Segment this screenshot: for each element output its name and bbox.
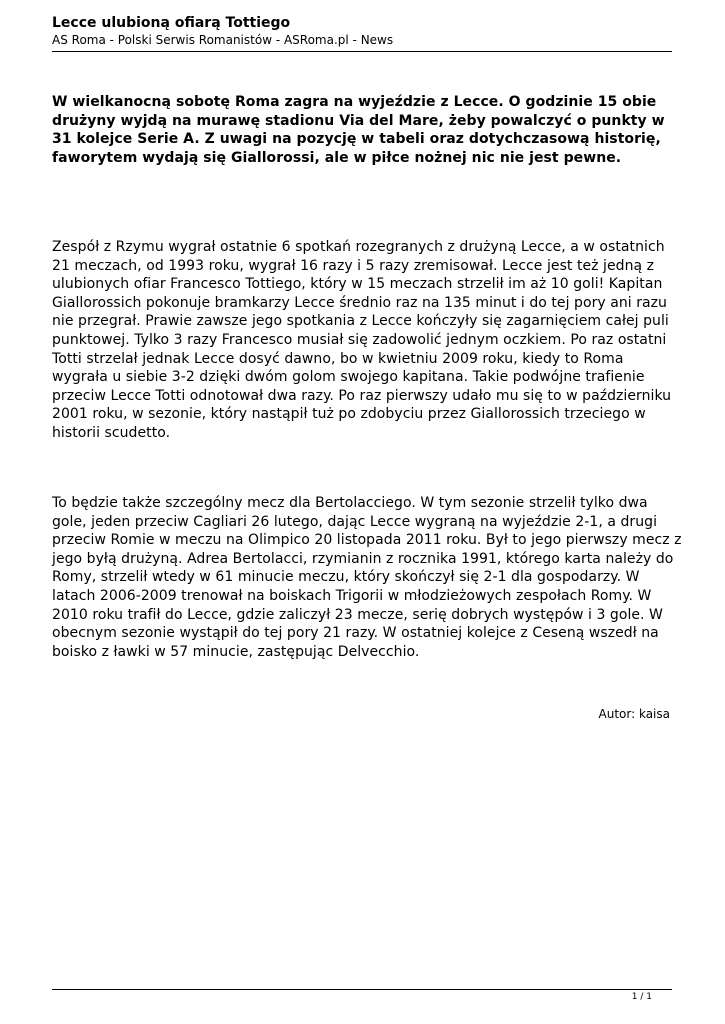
footer-divider xyxy=(52,989,672,990)
article-lead: W wielkanocną sobotę Roma zagra na wyjeździe z Lecce. O godzinie 15 obie drużyny wyjdą na murawę stadionu Via del Mare, żeby powalczyć o punkty w 31 kolejce Serie A. Z uwagi na pozycję w tabeli oraz dotychczasową historię, faworytem wydają się Giallorossi, ale w piłce nożnej nic nie jest pewne. xyxy=(52,94,665,166)
header-divider xyxy=(52,51,672,52)
site-subtitle: AS Roma - Polski Serwis Romanistów - ASRoma.pl - News xyxy=(52,33,394,47)
article-paragraph-1: Zespół z Rzymu wygrał ostatnie 6 spotkań rozegranych z drużyną Lecce, a w ostatnich 21 meczach, od 1993 roku, wygrał 16 razy i 5 razy zremisował. Lecce jest też jedną z ulubionych ofiar Francesco Tottiego, który w 15 meczach strzelił im aż 10 goli! Kapitan Giallorossich pokonuje bramkarzy Lecce średnio raz na 135 minut i do tej pory ani razu nie przegrał. Prawie zawsze jego spotkania z Lecce kończyły się zagarnięciem całej puli punktowej. Tylko 3 razy Francesco musiał się zadowolić jednym oczkiem. Po raz ostatni Totti strzelał jednak Lecce dosyć dawno, bo w kwietniu 2009 roku, kiedy to Roma wygrała u siebie 3-2 dzięki dwóm golom swojego kapitana. Takie podwójne trafienie przeciw Lecce Totti odnotował dwa razy. Po raz pierwszy udało mu się to w październiku 2001 roku, w sezonie, który nastąpił tuż po zdobyciu przez Giallorossich trzeciego w historii scudetto. xyxy=(52,239,672,441)
article-author: Autor: kaisa xyxy=(598,707,670,721)
page-number: 1 / 1 xyxy=(631,992,652,1002)
page-header xyxy=(52,14,672,48)
article-paragraph-2: To będzie także szczególny mecz dla Bertolacciego. W tym sezonie strzelił tylko dwa gole, jeden przeciw Cagliari 26 lutego, dając Lecce wygraną na wyjeździe 2-1, a drugi przeciw Romie w meczu na Olimpico 20 listopada 2011 roku. Był to jego pierwszy mecz z jego byłą drużyną. Adrea Bertolacci, rzymianin z rocznika 1991, którego karta należy do Romy, strzelił wtedy w 61 minucie meczu, który skończył się 2-1 dla gospodarzy. W latach 2006-2009 trenował na boiskach Trigorii w młodzieżowych zespołach Romy. W 2010 roku trafił do Lecce, gdzie zaliczył 23 mecze, serię dobrych występów i 3 gole. W obecnym sezonie wystąpił do tej pory 21 razy. W ostatniej kolejce z Ceseną wszedł na boisko z ławki w 57 minucie, zastępując Delvecchio. xyxy=(52,495,682,660)
article-title: Lecce ulubioną ofiarą Tottiego xyxy=(52,15,291,31)
